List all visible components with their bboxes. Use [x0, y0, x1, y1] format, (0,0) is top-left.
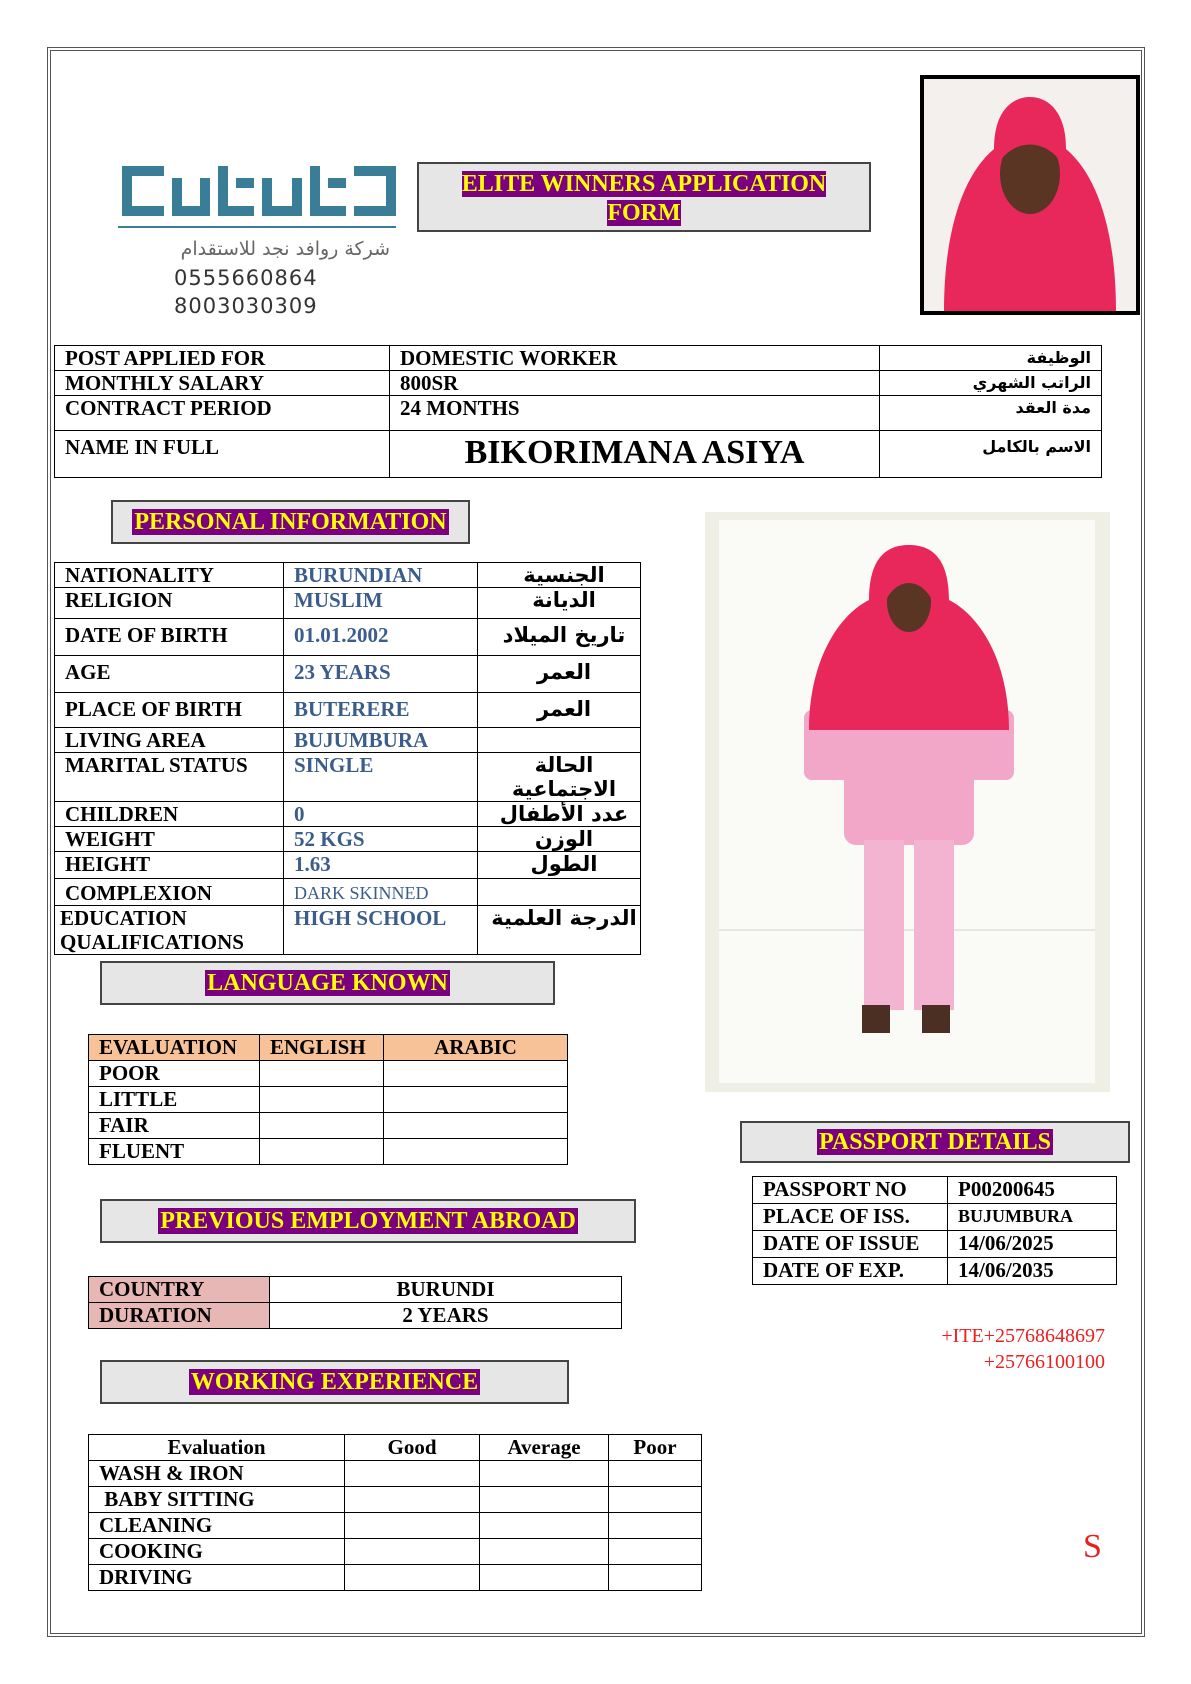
lang-cell: [260, 1113, 384, 1139]
company-logo: [112, 158, 402, 318]
table-row: [89, 1303, 622, 1329]
work-row-label: WASH & IRON: [89, 1461, 345, 1487]
work-cell: [345, 1461, 480, 1487]
work-header-poor: Poor: [609, 1435, 702, 1461]
table-row: [89, 1061, 568, 1087]
salary-value: 800SR: [390, 371, 880, 396]
religion-label: RELIGION: [55, 588, 284, 619]
table-row: [753, 1204, 1117, 1231]
place-of-issue-value: BUJUMBURA: [948, 1204, 1117, 1231]
personal-info-heading: PERSONAL INFORMATION: [134, 509, 447, 535]
work-cell: [609, 1539, 702, 1565]
table-row: [55, 431, 1102, 478]
dob-label-ar: تاريخ الميلاد: [478, 619, 641, 656]
table-row: [89, 1435, 702, 1461]
language-heading: LANGUAGE KNOWN: [207, 970, 448, 996]
table-row: [89, 1461, 702, 1487]
work-cell: [480, 1565, 609, 1591]
work-cell: [609, 1565, 702, 1591]
work-row-label: COOKING: [89, 1539, 345, 1565]
working-experience-heading: WORKING EXPERIENCE: [190, 1369, 479, 1395]
post-value: DOMESTIC WORKER: [390, 346, 880, 371]
table-row: [89, 1277, 622, 1303]
passport-heading-box: [740, 1121, 1130, 1163]
contact-line-1: +ITE+25768648697: [941, 1325, 1105, 1347]
work-row-label: DRIVING: [89, 1565, 345, 1591]
contact-numbers: [880, 1323, 1105, 1375]
dob-value: 01.01.2002: [284, 619, 478, 656]
previous-employment-heading-box: [100, 1199, 636, 1243]
work-header-evaluation: Evaluation: [89, 1435, 345, 1461]
name-label-ar: الاسم بالكامل: [880, 431, 1102, 478]
table-row: [55, 753, 641, 802]
complexion-label-ar: [478, 879, 641, 906]
lang-cell: [384, 1113, 568, 1139]
pob-label: PLACE OF BIRTH: [55, 693, 284, 728]
complexion-value: DARK SKINNED: [284, 879, 478, 906]
country-label: COUNTRY: [89, 1277, 270, 1303]
education-label-ar: الدرجة العلمية: [478, 906, 641, 955]
education-value: HIGH SCHOOL: [284, 906, 478, 955]
work-header-good: Good: [345, 1435, 480, 1461]
duration-value: 2 YEARS: [270, 1303, 622, 1329]
previous-employment-heading: PREVIOUS EMPLOYMENT ABROAD: [160, 1208, 576, 1234]
table-row: [55, 346, 1102, 371]
form-title-line1: ELITE WINNERS APPLICATION: [461, 171, 827, 197]
table-row: [89, 1513, 702, 1539]
work-cell: [609, 1487, 702, 1513]
duration-label: DURATION: [89, 1303, 270, 1329]
age-label-ar: العمر: [478, 656, 641, 693]
table-row: [753, 1258, 1117, 1285]
work-cell: [345, 1539, 480, 1565]
logo-phone-1: 0555660864: [174, 266, 318, 290]
salary-label: MONTHLY SALARY: [55, 371, 390, 396]
work-cell: [345, 1565, 480, 1591]
post-table: [54, 345, 1102, 478]
table-row: [55, 879, 641, 906]
height-label-ar: الطول: [478, 852, 641, 879]
logo-mark-icon: [112, 158, 402, 238]
height-value: 1.63: [284, 852, 478, 879]
date-of-issue-label: DATE OF ISSUE: [753, 1231, 948, 1258]
work-cell: [480, 1513, 609, 1539]
form-title-line2: FORM: [607, 200, 681, 226]
table-row: [55, 802, 641, 827]
date-of-issue-value: 14/06/2025: [948, 1231, 1117, 1258]
personal-info-table: [54, 562, 641, 955]
lang-cell: [384, 1087, 568, 1113]
work-cell: [609, 1513, 702, 1539]
table-row: [55, 852, 641, 879]
full-name: BIKORIMANA ASIYA: [390, 431, 880, 478]
religion-label-ar: الديانة: [478, 588, 641, 619]
table-row: [89, 1087, 568, 1113]
passport-heading: PASSPORT DETAILS: [819, 1129, 1051, 1155]
lang-header-english: ENGLISH: [260, 1035, 384, 1061]
previous-employment-table: [88, 1276, 622, 1329]
work-row-label: CLEANING: [89, 1513, 345, 1539]
contact-line-2: +25766100100: [983, 1351, 1105, 1373]
children-value: 0: [284, 802, 478, 827]
passport-table: [752, 1176, 1117, 1285]
height-label: HEIGHT: [55, 852, 284, 879]
passport-no-value: P00200645: [948, 1177, 1117, 1204]
marital-status-label-ar: الحالة الاجتماعية: [478, 753, 641, 802]
weight-value: 52 KGS: [284, 827, 478, 852]
table-row: [89, 1113, 568, 1139]
table-row: [89, 1539, 702, 1565]
contract-value: 24 MONTHS: [390, 396, 880, 431]
personal-info-heading-box: [111, 500, 470, 544]
nationality-label-ar: الجنسية: [478, 563, 641, 588]
work-cell: [609, 1461, 702, 1487]
lang-cell: [260, 1061, 384, 1087]
contract-label-ar: مدة العقد: [880, 396, 1102, 431]
language-table: [88, 1034, 568, 1165]
work-cell: [480, 1539, 609, 1565]
lang-header-arabic: ARABIC: [384, 1035, 568, 1061]
form-title-box: [417, 162, 871, 232]
lang-row-label: LITTLE: [89, 1087, 260, 1113]
work-cell: [480, 1487, 609, 1513]
age-value: 23 YEARS: [284, 656, 478, 693]
logo-phone-2: 8003030309: [174, 294, 318, 318]
lang-cell: [384, 1139, 568, 1165]
table-row: [55, 619, 641, 656]
lang-cell: [384, 1061, 568, 1087]
page-mark: S: [1083, 1528, 1102, 1565]
date-of-exp-value: 14/06/2035: [948, 1258, 1117, 1285]
living-area-label-ar: [478, 728, 641, 753]
table-row: [89, 1487, 702, 1513]
nationality-value: BURUNDIAN: [284, 563, 478, 588]
portrait-photo: [920, 75, 1140, 315]
children-label-ar: عدد الأطفال: [478, 802, 641, 827]
lang-cell: [260, 1139, 384, 1165]
weight-label-ar: الوزن: [478, 827, 641, 852]
lang-cell: [260, 1087, 384, 1113]
work-cell: [345, 1487, 480, 1513]
table-row: [55, 396, 1102, 431]
children-label: CHILDREN: [55, 802, 284, 827]
pob-label-ar: العمر: [478, 693, 641, 728]
table-row: [55, 656, 641, 693]
language-heading-box: [100, 961, 555, 1005]
lang-row-label: POOR: [89, 1061, 260, 1087]
working-experience-table: [88, 1434, 702, 1591]
work-header-average: Average: [480, 1435, 609, 1461]
contract-label: CONTRACT PERIOD: [55, 396, 390, 431]
passport-no-label: PASSPORT NO: [753, 1177, 948, 1204]
table-row: [55, 588, 641, 619]
work-cell: [345, 1513, 480, 1539]
table-row: [55, 906, 641, 955]
work-cell: [480, 1461, 609, 1487]
table-row: [55, 371, 1102, 396]
age-label: AGE: [55, 656, 284, 693]
full-body-photo: [705, 512, 1110, 1092]
lang-row-label: FAIR: [89, 1113, 260, 1139]
name-label: NAME IN FULL: [55, 431, 390, 478]
dob-label: DATE OF BIRTH: [55, 619, 284, 656]
table-row: [89, 1139, 568, 1165]
complexion-label: COMPLEXION: [55, 879, 284, 906]
table-row: [55, 563, 641, 588]
country-value: BURUNDI: [270, 1277, 622, 1303]
table-row: [55, 693, 641, 728]
post-label: POST APPLIED FOR: [55, 346, 390, 371]
marital-status-value: SINGLE: [284, 753, 478, 802]
logo-tagline: شركة روافد نجد للاستقدام: [180, 238, 390, 260]
table-row: [753, 1177, 1117, 1204]
lang-header-evaluation: EVALUATION: [89, 1035, 260, 1061]
marital-status-label: MARITAL STATUS: [55, 753, 284, 802]
salary-label-ar: الراتب الشهري: [880, 371, 1102, 396]
work-row-label: BABY SITTING: [89, 1487, 345, 1513]
table-row: [55, 827, 641, 852]
date-of-exp-label: DATE OF EXP.: [753, 1258, 948, 1285]
table-row: [89, 1565, 702, 1591]
religion-value: MUSLIM: [284, 588, 478, 619]
living-area-label: LIVING AREA: [55, 728, 284, 753]
pob-value: BUTERERE: [284, 693, 478, 728]
lang-row-label: FLUENT: [89, 1139, 260, 1165]
table-row: [55, 728, 641, 753]
table-row: [89, 1035, 568, 1061]
table-row: [753, 1231, 1117, 1258]
post-label-ar: الوظيفة: [880, 346, 1102, 371]
place-of-issue-label: PLACE OF ISS.: [753, 1204, 948, 1231]
nationality-label: NATIONALITY: [55, 563, 284, 588]
working-experience-heading-box: [100, 1360, 569, 1404]
education-label: EDUCATION QUALIFICATIONS: [55, 906, 284, 955]
living-area-value: BUJUMBURA: [284, 728, 478, 753]
weight-label: WEIGHT: [55, 827, 284, 852]
